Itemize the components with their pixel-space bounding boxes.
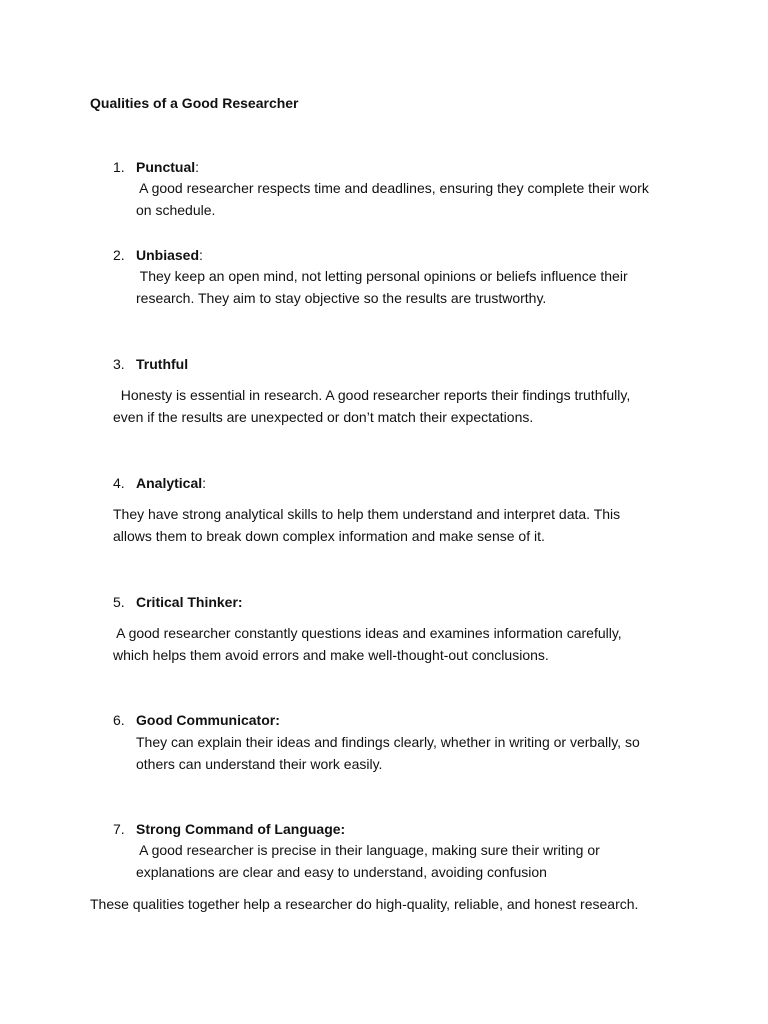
item-description-line: allows them to break down complex information and make sense of it.	[113, 528, 545, 544]
item-heading-text: Truthful	[136, 356, 189, 372]
item-description	[136, 839, 600, 883]
closing-statement: These qualities together help a researcher do high-quality, reliable, and honest research.	[90, 896, 639, 912]
item-heading	[136, 474, 206, 492]
item-description-line: They keep an open mind, not letting personal opinions or beliefs influence their	[136, 268, 628, 284]
item-description-line: They can explain their ideas and findings clearly, whether in writing or verbally, so	[136, 734, 640, 750]
item-heading-text: Unbiased	[136, 247, 200, 263]
item-heading-suffix: :	[195, 159, 200, 175]
item-description-line: even if the results are unexpected or don’t match their expectations.	[113, 409, 534, 425]
item-heading-text: Strong Command of Language:	[136, 821, 346, 837]
item-number: 2.	[113, 247, 125, 263]
item-heading	[136, 593, 243, 611]
item-number: 3.	[113, 356, 125, 372]
item-description	[113, 503, 620, 547]
item-number: 4.	[113, 475, 125, 491]
item-heading	[136, 820, 345, 838]
item-description-line: which helps them avoid errors and make well-thought-out conclusions.	[113, 647, 549, 663]
item-number: 5.	[113, 594, 125, 610]
item-heading-text: Punctual	[136, 159, 196, 175]
item-heading-text: Analytical	[136, 475, 203, 491]
item-description	[113, 384, 630, 428]
item-description	[136, 731, 640, 775]
item-heading-text: Critical Thinker:	[136, 594, 243, 610]
item-description-line: on schedule.	[136, 202, 216, 218]
item-heading	[136, 711, 280, 729]
item-number: 1.	[113, 159, 125, 175]
item-description-line: others can understand their work easily.	[136, 756, 383, 772]
item-heading-suffix: :	[199, 247, 203, 263]
item-number: 7.	[113, 821, 125, 837]
item-description-line: Honesty is essential in research. A good researcher reports their findings truthfully,	[113, 387, 631, 403]
item-heading	[136, 158, 199, 176]
item-heading	[136, 355, 188, 373]
item-description	[136, 265, 628, 309]
item-number: 6.	[113, 712, 125, 728]
item-description-line: explanations are clear and easy to understand, avoiding confusion	[136, 864, 547, 880]
item-description-line: They have strong analytical skills to help them understand and interpret data. This	[113, 506, 621, 522]
item-description-line: A good researcher constantly questions ideas and examines information carefully,	[113, 625, 622, 641]
item-description-line: A good researcher is precise in their language, making sure their writing or	[136, 842, 600, 858]
item-heading-suffix: :	[202, 475, 207, 491]
document-title: Qualities of a Good Researcher	[90, 95, 299, 111]
item-description-line: research. They aim to stay objective so the results are trustworthy.	[136, 290, 547, 306]
item-description	[136, 177, 649, 221]
item-description	[113, 622, 622, 666]
item-heading-text: Good Communicator:	[136, 712, 280, 728]
item-description-line: A good researcher respects time and deadlines, ensuring they complete their work	[136, 180, 649, 196]
item-heading	[136, 246, 203, 264]
